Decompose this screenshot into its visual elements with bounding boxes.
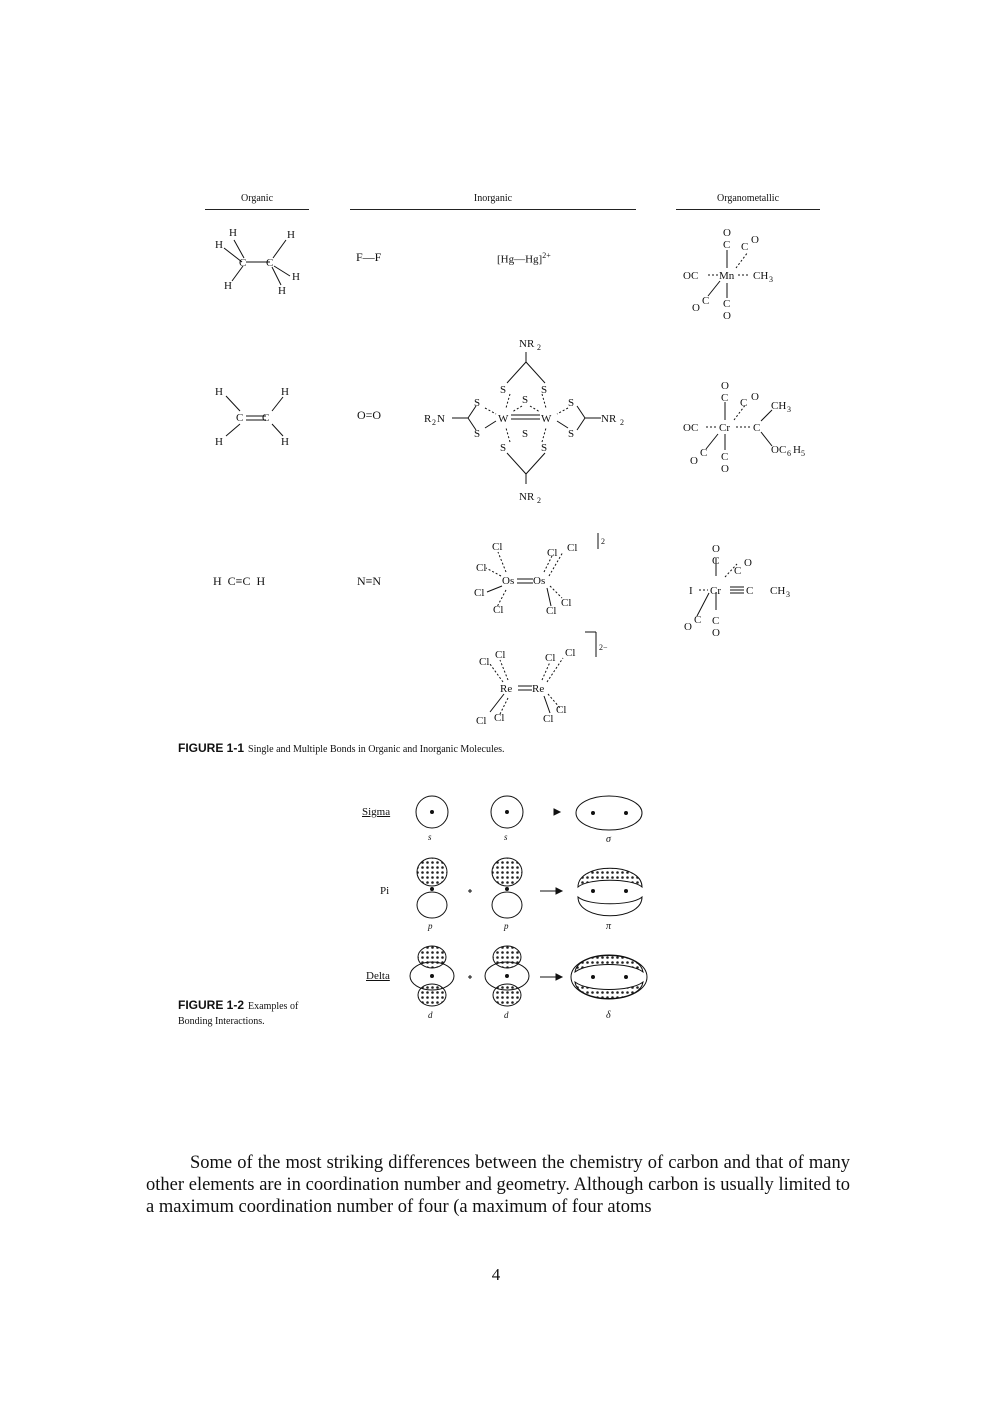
- svg-text:O: O: [744, 557, 752, 569]
- svg-text:CH: CH: [770, 585, 786, 597]
- orbital-label-d: d: [504, 1010, 509, 1020]
- svg-text:O: O: [721, 380, 729, 392]
- sigma-row-orbitals: [416, 796, 642, 830]
- svg-text:2: 2: [601, 537, 605, 546]
- svg-text:C: C: [723, 239, 731, 251]
- svg-text:Cl: Cl: [493, 604, 504, 616]
- svg-text:O: O: [690, 455, 698, 467]
- svg-text:Cl: Cl: [479, 656, 490, 668]
- svg-text:C: C: [740, 397, 748, 409]
- svg-text:2: 2: [432, 418, 436, 427]
- svg-text:H: H: [229, 227, 237, 239]
- svg-text:Cl: Cl: [495, 649, 506, 661]
- figure-label: FIGURE 1-1: [178, 741, 245, 755]
- figure-caption-text: Bonding Interactions.: [178, 1016, 265, 1027]
- svg-text:3: 3: [769, 275, 773, 284]
- svg-text:S: S: [500, 384, 507, 396]
- acetylene-molecule: H C≡C H: [213, 574, 266, 588]
- svg-text:O: O: [751, 234, 759, 246]
- svg-text:2−: 2−: [599, 643, 608, 652]
- svg-text:Cl: Cl: [546, 605, 557, 617]
- svg-text:Cl: Cl: [565, 647, 576, 659]
- svg-text:CH: CH: [753, 270, 769, 282]
- svg-text:Re: Re: [532, 683, 545, 695]
- svg-text:S: S: [474, 428, 481, 440]
- svg-text:Cr: Cr: [719, 422, 730, 434]
- svg-text:NR: NR: [519, 338, 535, 350]
- svg-text:I: I: [689, 585, 693, 597]
- svg-text:O: O: [723, 227, 731, 239]
- svg-text:Cl: Cl: [547, 547, 558, 559]
- svg-text:C: C: [712, 615, 720, 627]
- svg-text:Mn: Mn: [719, 270, 735, 282]
- svg-text:H: H: [215, 436, 223, 448]
- svg-text:C: C: [746, 585, 754, 597]
- row-label-pi: Pi: [380, 885, 390, 897]
- svg-text:H: H: [215, 386, 223, 398]
- svg-text:S: S: [474, 397, 481, 409]
- orbital-label-d: d: [428, 1010, 433, 1020]
- svg-text:3: 3: [786, 590, 790, 599]
- svg-text:H: H: [292, 271, 300, 283]
- svg-text:C: C: [741, 241, 749, 253]
- svg-text:Cl: Cl: [476, 562, 487, 574]
- svg-text:Cl: Cl: [561, 597, 572, 609]
- svg-text:O: O: [723, 310, 731, 322]
- body-paragraph: Some of the most striking differences between the chemistry of carbon and that of many other elements are in coordination number and geometry. Although carbon is usually limited to a maximum coordination number of four (a maximum of four atoms: [146, 1153, 850, 1217]
- dioxygen-molecule: O=O: [357, 408, 382, 422]
- svg-text:Re: Re: [500, 683, 513, 695]
- orbital-label-s: s: [428, 832, 432, 842]
- figure-1-2-caption: [178, 998, 328, 1028]
- svg-text:C: C: [694, 614, 702, 626]
- header-inorganic: Inorganic: [473, 193, 513, 204]
- svg-text:S: S: [541, 442, 548, 454]
- svg-text:H: H: [793, 444, 801, 456]
- svg-text:C: C: [239, 257, 247, 269]
- svg-text:W: W: [541, 413, 552, 425]
- svg-text:N: N: [437, 413, 445, 425]
- svg-text:Cl: Cl: [543, 713, 554, 725]
- svg-text:O: O: [692, 302, 700, 314]
- orbital-label-sigma: σ: [606, 834, 611, 845]
- delta-row-orbitals: [410, 946, 647, 1006]
- row-label-delta: Delta: [366, 970, 390, 982]
- svg-text:S: S: [541, 384, 548, 396]
- svg-text:2: 2: [537, 496, 541, 505]
- svg-text:6: 6: [787, 449, 791, 458]
- figure-label: FIGURE 1-2: [178, 998, 245, 1012]
- svg-text:Os: Os: [502, 575, 515, 587]
- figure-caption-text: Single and Multiple Bonds in Organic and Inorganic Molecules.: [248, 744, 505, 755]
- svg-text:H: H: [224, 280, 232, 292]
- svg-text:C: C: [721, 392, 729, 404]
- svg-text:O: O: [684, 621, 692, 633]
- header-organic: Organic: [240, 193, 274, 204]
- difluorine-molecule: F—F: [356, 250, 382, 264]
- header-organometallic: Organometallic: [716, 193, 780, 204]
- svg-text:C: C: [266, 257, 274, 269]
- svg-text:S: S: [522, 394, 529, 406]
- svg-text:C: C: [236, 412, 244, 424]
- svg-text:C: C: [723, 298, 731, 310]
- svg-text:C: C: [262, 412, 270, 424]
- svg-text:H: H: [287, 229, 295, 241]
- page-number: 4: [491, 1265, 501, 1284]
- orbital-label-s: s: [504, 832, 508, 842]
- svg-text:2: 2: [620, 418, 624, 427]
- svg-text:C: C: [753, 422, 761, 434]
- orbital-label-pi: π: [606, 921, 612, 932]
- svg-text:Cl: Cl: [556, 704, 567, 716]
- svg-text:C: C: [700, 447, 708, 459]
- svg-text:S: S: [522, 428, 529, 440]
- svg-text:OC: OC: [771, 444, 787, 456]
- svg-text:R: R: [424, 413, 432, 425]
- svg-text:2: 2: [537, 343, 541, 352]
- svg-text:H: H: [278, 285, 286, 297]
- svg-text:Cr: Cr: [710, 585, 721, 597]
- svg-text:5: 5: [801, 449, 805, 458]
- orbital-label-p: p: [428, 921, 433, 931]
- svg-text:Cl: Cl: [492, 541, 503, 553]
- svg-text:OC: OC: [683, 422, 699, 434]
- svg-text:Os: Os: [533, 575, 546, 587]
- svg-text:Cl: Cl: [476, 715, 487, 727]
- svg-text:C: C: [712, 555, 720, 567]
- orbital-label-p: p: [504, 921, 509, 931]
- svg-text:W: W: [498, 413, 509, 425]
- svg-text:O: O: [712, 543, 720, 555]
- mercury-ion: [Hg—Hg]$^{2+}$: [497, 251, 551, 266]
- svg-text:O: O: [712, 627, 720, 639]
- svg-text:Cl: Cl: [494, 712, 505, 724]
- svg-text:3: 3: [787, 405, 791, 414]
- svg-text:O: O: [751, 391, 759, 403]
- pi-row-orbitals: [417, 858, 642, 918]
- dinitrogen-molecule: N≡N: [357, 574, 382, 588]
- svg-text:NR: NR: [601, 413, 617, 425]
- row-label-sigma: Sigma: [362, 806, 391, 818]
- svg-text:S: S: [568, 428, 575, 440]
- svg-text:C: C: [702, 295, 710, 307]
- svg-text:OC: OC: [683, 270, 699, 282]
- svg-text:S: S: [568, 397, 575, 409]
- svg-text:Cl: Cl: [474, 587, 485, 599]
- svg-text:H: H: [281, 436, 289, 448]
- svg-text:H: H: [281, 386, 289, 398]
- svg-text:C: C: [734, 565, 742, 577]
- svg-text:CH: CH: [771, 400, 787, 412]
- svg-text:O: O: [721, 463, 729, 475]
- figure-caption-text: Examples of: [248, 1001, 299, 1012]
- svg-text:H: H: [215, 239, 223, 251]
- svg-text:C: C: [721, 451, 729, 463]
- orbital-label-delta: δ: [606, 1010, 611, 1021]
- svg-text:Cl: Cl: [567, 542, 578, 554]
- svg-text:S: S: [500, 442, 507, 454]
- svg-text:Cl: Cl: [545, 652, 556, 664]
- svg-text:NR: NR: [519, 491, 535, 503]
